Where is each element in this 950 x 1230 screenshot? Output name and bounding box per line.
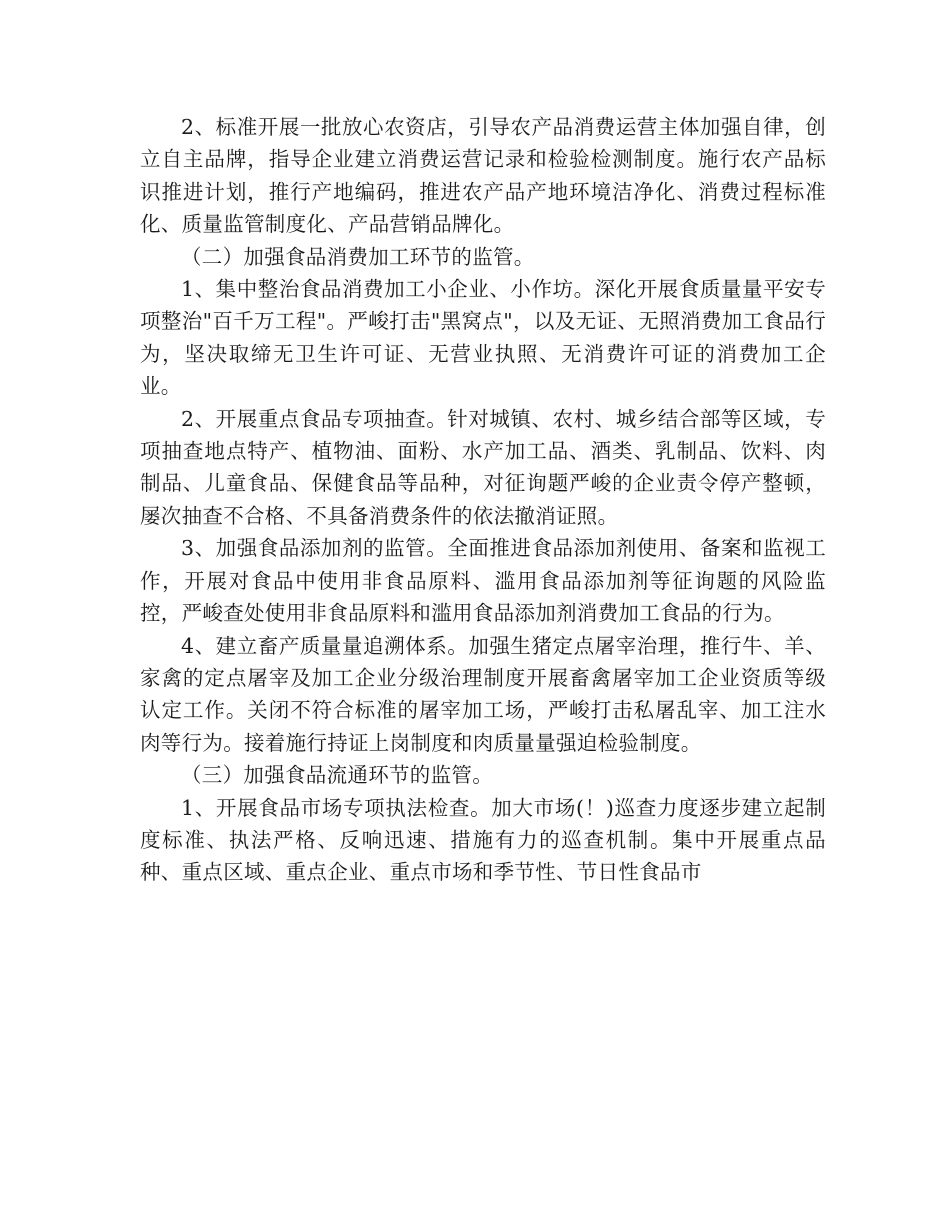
document-body [140,111,826,889]
paragraph-additives: 3、加强食品添加剂的监管。全面推进食品添加剂使用、备案和监视工作，开展对食品中使用非食品原料、滥用食品添加剂等征询题的风险监控，严峻查处使用非食品原料和滥用食品添加剂消费加工食品的行为。 [140,536,826,626]
section-heading-processing: （二）加强食品消费加工环节的监管。 [181,244,535,269]
paragraph-agri-store: 2、标准开展一批放心农资店，引导农产品消费运营主体加强自律，创立自主品牌，指导企业建立消费运营记录和检验检测制度。施行农产品标识推进计划，推行产地编码，推进农产品产地环境洁净化、消费过程标准化、质量监管制度化、产品营销品牌化。 [140,115,826,237]
section-heading-circulation: （三）加强食品流通环节的监管。 [181,763,493,788]
paragraph-market-inspection: 1、开展食品市场专项执法检查。加大市场(！)巡查力度逐步建立起制度标准、执法严格、反响迅速、措施有力的巡查机制。集中开展重点品种、重点区域、重点企业、重点市场和季节性、节日性食品市 [140,795,826,885]
paragraph-livestock-tracing: 4、建立畜产质量量追溯体系。加强生猪定点屠宰治理，推行牛、羊、家禽的定点屠宰及加工企业分级治理制度开展畜禽屠宰加工企业资质等级认定工作。关闭不符合标准的屠宰加工场，严峻打击私屠乱宰、加工注水肉等行为。接着施行持证上岗制度和肉质量量强迫检验制度。 [140,633,826,755]
paragraph-small-workshops: 1、集中整治食品消费加工小企业、小作坊。深化开展食质量量平安专项整治"百千万工程"。严峻打击"黑窝点"，以及无证、无照消费加工食品行为，坚决取缔无卫生许可证、无营业执照、无消费许可证的消费加工企业。 [140,277,826,399]
paragraph-spot-checks: 2、开展重点食品专项抽查。针对城镇、农村、城乡结合部等区域，专项抽查地点特产、植物油、面粉、水产加工品、酒类、乳制品、饮料、肉制品、儿童食品、保健食品等品种，对征询题严峻的企业责令停产整顿，屡次抽查不合格、不具备消费条件的依法撤消证照。 [140,406,826,528]
